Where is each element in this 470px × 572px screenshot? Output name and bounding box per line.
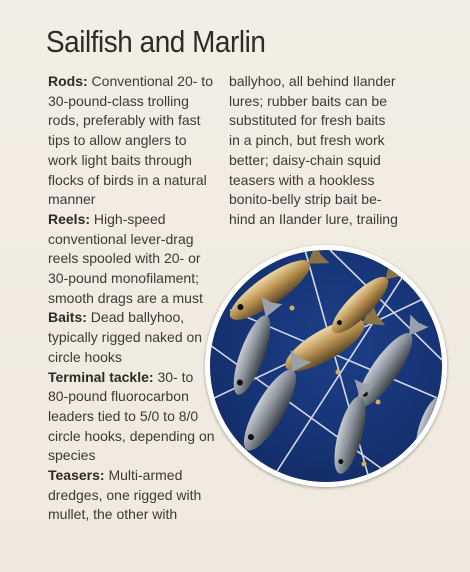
reels-paragraph (48, 210, 216, 309)
reels-label: Reels: (48, 210, 91, 227)
dredge-teaser-rig-of-baitfish-icon (210, 250, 442, 482)
teasers-continued-text: ballyhoo, all behind Ilander lures; rubber baits can be substituted for fresh baits in a pinch, but fresh work better; daisy-chain squid teasers with a hookless bonito-belly strip bait be-hind an Ilander lure, trailing (229, 73, 398, 227)
rods-label: Rods: (48, 73, 88, 89)
terminal-tackle-text: 30- to 80-pound fluorocarbon leaders tied to 5/0 to 8/0 circle hooks, depending on species (48, 368, 215, 464)
rods-paragraph (48, 72, 216, 210)
right-column (229, 72, 399, 230)
baits-text: Dead ballyhoo, typically rigged naked on circle hooks (48, 309, 203, 365)
baitfish-4 (325, 260, 406, 341)
page-title: Sailfish and Marlin (46, 24, 266, 59)
baitfish-1 (223, 250, 331, 329)
terminal-tackle-label: Terminal tackle: (48, 368, 154, 385)
baits-paragraph (48, 308, 216, 367)
rods-text: Conventional 20- to 30-pound-class trolling rods, preferably with fast tips to allow anglers to work light baits through flocks of birds in a natural manner (48, 73, 213, 208)
dredge-teaser-photo (205, 245, 447, 487)
left-column (48, 72, 216, 525)
teasers-label: Teasers: (48, 467, 105, 484)
baits-label: Baits: (48, 309, 87, 326)
reels-text: High-speed conventional lever-drag reels spooled with 20- or 30-pound monofilament; smooth drags are a must (48, 210, 203, 306)
terminal-tackle-paragraph (48, 368, 216, 467)
teasers-text: Multi-armed dredges, one rigged with mullet, the other with (48, 467, 202, 523)
teasers-paragraph (48, 466, 216, 525)
baitfish-8 (410, 393, 442, 456)
